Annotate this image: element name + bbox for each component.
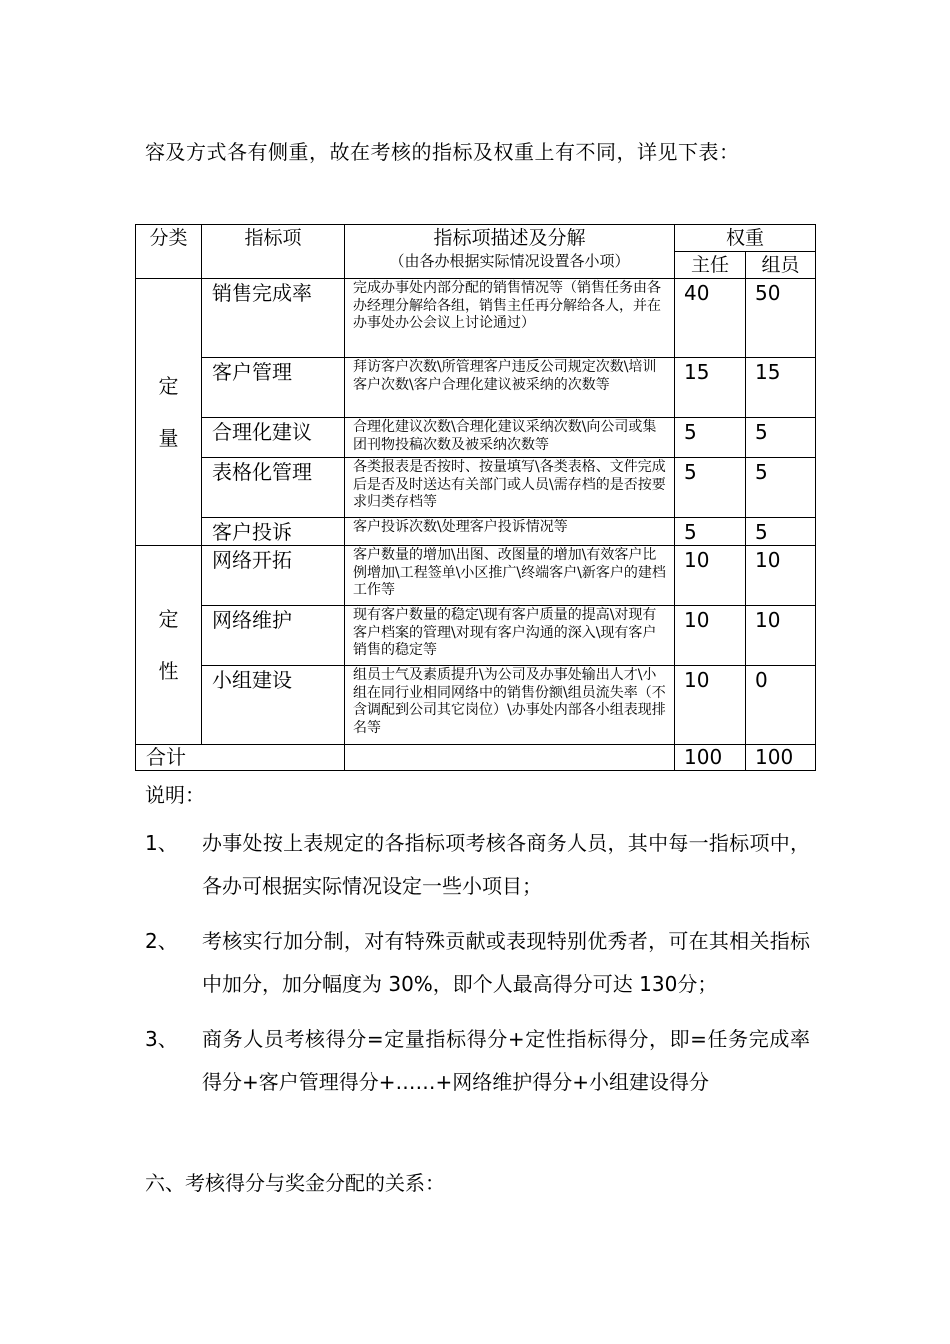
note-text: 商务人员考核得分=定量指标得分+定性指标得分，即=任务完成率得分+客户管理得分+……+网络维护得分+小组建设得分 [202, 1027, 810, 1094]
weight-lead: 5 [675, 518, 746, 546]
note-number: 1、 [145, 831, 178, 855]
table-row [136, 606, 816, 666]
indicator-description: 客户投诉次数\处理客户投诉情况等 [345, 518, 675, 546]
indicator-description: 组员士气及素质提升\为公司及办事处输出人才\小组在同行业相同网络中的销售份额\组员流失率（不含调配到公司其它岗位）\办事处内部各小组表现排名等 [345, 666, 675, 745]
indicator-description: 拜访客户次数\所管理客户违反公司规定次数\培训客户次数\客户合理化建议被采纳的次数等 [345, 358, 675, 418]
note-text: 办事处按上表规定的各指标项考核各商务人员，其中每一指标项中，各办可根据实际情况设定一些小项目； [202, 831, 810, 898]
total-row [136, 745, 816, 771]
indicator-name: 网络维护 [202, 606, 345, 666]
kpi-weight-table [135, 224, 816, 771]
weight-member: 5 [746, 458, 816, 518]
weight-member: 15 [746, 358, 816, 418]
indicator-name: 合理化建议 [202, 418, 345, 458]
weight-member: 50 [746, 279, 816, 358]
weight-lead: 10 [675, 606, 746, 666]
weight-lead: 15 [675, 358, 746, 418]
total-label: 合计 [136, 745, 345, 771]
weight-member: 10 [746, 546, 816, 606]
header-member: 组员 [746, 252, 816, 279]
note-item [145, 1018, 810, 1104]
total-empty-cell [345, 745, 675, 771]
category-quantitative [136, 279, 202, 546]
total-lead: 100 [675, 745, 746, 771]
notes-title: 说明： [145, 783, 205, 807]
weight-lead: 10 [675, 546, 746, 606]
note-number: 3、 [145, 1027, 178, 1051]
notes-section [145, 782, 810, 1104]
header-description [345, 225, 675, 279]
note-text: 考核实行加分制，对有特殊贡献或表现特别优秀者，可在其相关指标中加分，加分幅度为 30%，即个人最高得分可达 130分； [202, 929, 810, 996]
indicator-description: 完成办事处内部分配的销售情况等（销售任务由各办经理分解给各组，销售主任再分解给各人，并在办事处办公会议上讨论通过） [345, 279, 675, 358]
weight-member: 5 [746, 518, 816, 546]
weight-lead: 5 [675, 418, 746, 458]
note-number: 2、 [145, 929, 178, 953]
table-row [136, 279, 816, 358]
weight-member: 10 [746, 606, 816, 666]
intro-paragraph: 容及方式各有侧重，故在考核的指标及权重上有不同，详见下表： [145, 140, 740, 164]
category-quantitative-label: 定 量 [158, 374, 179, 450]
indicator-description: 合理化建议次数\合理化建议采纳次数\向公司或集团刊物投稿次数及被采纳次数等 [345, 418, 675, 458]
category-qualitative-label: 定 性 [158, 607, 179, 683]
weight-member: 0 [746, 666, 816, 745]
table-row [136, 458, 816, 518]
total-member: 100 [746, 745, 816, 771]
indicator-name: 客户投诉 [202, 518, 345, 546]
header-weight: 权重 [675, 225, 816, 252]
table-row [136, 546, 816, 606]
note-item [145, 920, 810, 1006]
section-heading: 六、考核得分与奖金分配的关系： [145, 1171, 445, 1195]
indicator-name: 网络开拓 [202, 546, 345, 606]
weight-lead: 40 [675, 279, 746, 358]
indicator-name: 客户管理 [202, 358, 345, 418]
indicator-description: 各类报表是否按时、按量填写\各类表格、文件完成后是否及时送达有关部门或人员\需存档的是否按要求归类存档等 [345, 458, 675, 518]
indicator-name: 表格化管理 [202, 458, 345, 518]
note-item [145, 822, 810, 908]
weight-lead: 5 [675, 458, 746, 518]
indicator-description: 现有客户数量的稳定\现有客户质量的提高\对现有客户档案的管理\对现有客户沟通的深入\现有客户销售的稳定等 [345, 606, 675, 666]
header-description-title: 指标项描述及分解 [433, 227, 586, 249]
indicator-description: 客户数量的增加\出图、改图量的增加\有效客户比例增加\工程签单\小区推广\终端客户\新客户的建档工作等 [345, 546, 675, 606]
header-description-sub: （由各办根据实际情况设置各小项） [389, 252, 630, 270]
indicator-name: 销售完成率 [202, 279, 345, 358]
table-row [136, 358, 816, 418]
table-row [136, 418, 816, 458]
header-category: 分类 [136, 225, 202, 279]
table-row [136, 666, 816, 745]
weight-lead: 10 [675, 666, 746, 745]
header-lead: 主任 [675, 252, 746, 279]
header-indicator: 指标项 [202, 225, 345, 279]
indicator-name: 小组建设 [202, 666, 345, 745]
weight-member: 5 [746, 418, 816, 458]
table-row [136, 518, 816, 546]
category-qualitative [136, 546, 202, 745]
